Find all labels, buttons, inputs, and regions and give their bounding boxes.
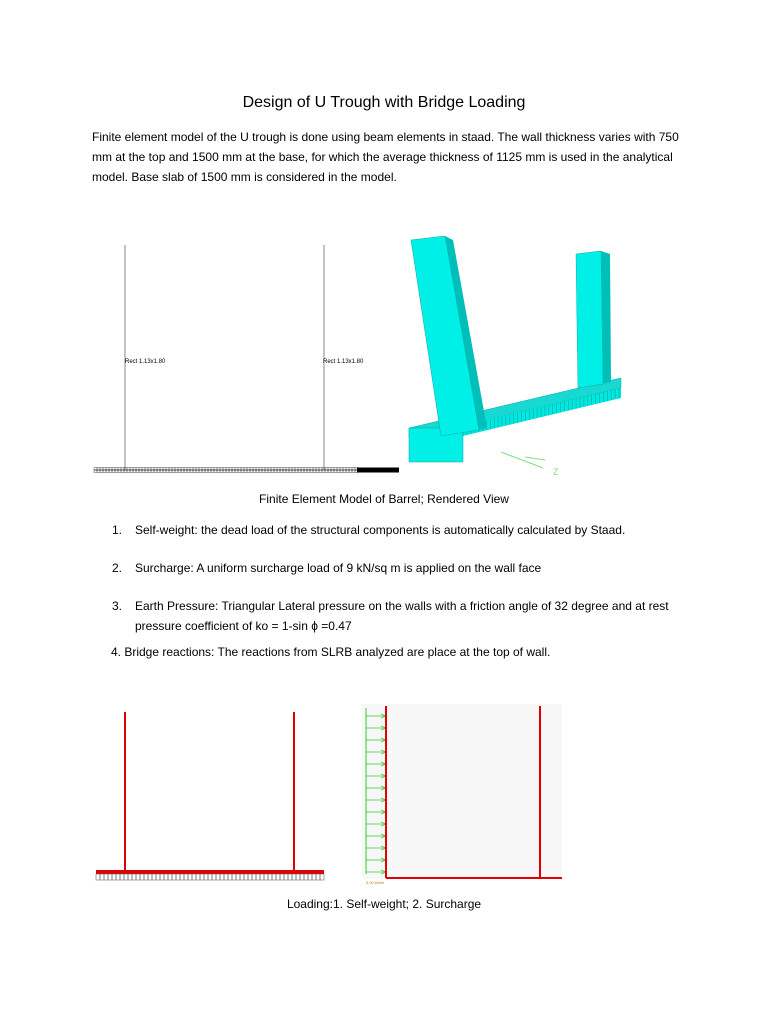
base-slab-node: [304, 874, 308, 880]
base-slab-node: [260, 874, 264, 880]
base-slab-node: [112, 874, 116, 880]
base-slab-node: [164, 874, 168, 880]
base-slab-node: [140, 874, 144, 880]
base-slab-node: [176, 874, 180, 880]
base-slab-node: [284, 874, 288, 880]
base-slab-node: [160, 874, 164, 880]
base-slab-node: [148, 874, 152, 880]
load-scale-label: 5.00 kN/m: [366, 880, 385, 885]
base-slab-node: [240, 874, 244, 880]
base-slab-node: [152, 874, 156, 880]
intro-paragraph: Finite element model of the U trough is done using beam elements in staad. The wall thickness varies with 750 mm at the top and 1500 mm at the base, for which the average thickness of 1125 mm is used in the analytical model. Base slab of 1500 mm is considered in the model.: [92, 130, 679, 184]
base-slab-node: [156, 874, 160, 880]
base-slab-node: [272, 874, 276, 880]
self-weight-diagram: [92, 706, 332, 886]
base-slab-node: [124, 874, 128, 880]
base-slab-node: [252, 874, 256, 880]
base-slab-node: [204, 874, 208, 880]
base-slab-node: [136, 874, 140, 880]
base-slab-node: [144, 874, 148, 880]
base-slab-load: [96, 870, 324, 874]
base-slab-node: [192, 874, 196, 880]
base-slab-node: [292, 874, 296, 880]
base-slab-node: [184, 874, 188, 880]
base-slab-node: [296, 874, 300, 880]
plot-area: [362, 704, 562, 879]
base-slab-node: [116, 874, 120, 880]
load-item-text: Self-weight: the dead load of the structural components is automatically calculated by Staad.: [135, 523, 626, 537]
base-slab-node: [316, 874, 320, 880]
base-slab-nodes: [96, 874, 324, 880]
base-slab-node: [288, 874, 292, 880]
figure2-caption: Loading:1. Self-weight; 2. Surcharge: [286, 897, 482, 911]
base-slab-node: [212, 874, 216, 880]
base-slab-node: [244, 874, 248, 880]
fe-model-rendered: [405, 232, 625, 477]
base-slab-node: [220, 874, 224, 880]
base-slab-node: [196, 874, 200, 880]
base-slab-node: [168, 874, 172, 880]
base-slab-node: [188, 874, 192, 880]
page-title: Design of U Trough with Bridge Loading: [242, 94, 526, 111]
base-slab-node: [216, 874, 220, 880]
load-item-text: Earth Pressure: Triangular Lateral pressure on the walls with a friction angle of 32 degree and at rest pressure coefficient of ko = 1-sin ϕ =0.47: [135, 599, 669, 633]
load-item-number: 1.: [112, 523, 123, 537]
base-slab-end: [357, 468, 399, 473]
fe-model-wireframe: [92, 240, 402, 480]
base-slab-node: [228, 874, 232, 880]
load-item-number: 3.: [112, 599, 123, 613]
left-wall-label: Rect 1.13x1.80: [125, 359, 166, 365]
base-slab-node: [200, 874, 204, 880]
base-slab-node: [120, 874, 124, 880]
load-item-number: 2.: [112, 561, 123, 575]
base-slab-node: [320, 874, 324, 880]
base-slab-node: [100, 874, 104, 880]
base-slab-node: [276, 874, 280, 880]
axis-triad: [501, 452, 559, 477]
base-slab-node: [128, 874, 132, 880]
base-slab-node: [232, 874, 236, 880]
surcharge-diagram: [362, 704, 572, 889]
base-slab-node: [208, 874, 212, 880]
base-slab-node: [248, 874, 252, 880]
base-slab-node: [264, 874, 268, 880]
load-item-4: 4. Bridge reactions: The reactions from SLRB analyzed are place at the top of wall.: [111, 645, 551, 659]
base-slab-node: [308, 874, 312, 880]
base-slab-node: [280, 874, 284, 880]
base-slab-node: [312, 874, 316, 880]
base-slab-node: [104, 874, 108, 880]
base-slab-node: [268, 874, 272, 880]
base-slab-node: [256, 874, 260, 880]
base-slab-node: [108, 874, 112, 880]
base-slab-node: [180, 874, 184, 880]
right-wall-label: Rect 1.13x1.80: [323, 359, 364, 365]
base-slab-node: [172, 874, 176, 880]
base-slab-node: [96, 874, 100, 880]
base-slab-node: [132, 874, 136, 880]
right-wall-front: [576, 251, 603, 388]
axis-z-label: Z: [553, 467, 559, 477]
figure1-caption: Finite Element Model of Barrel; Rendered View: [259, 492, 509, 506]
load-item-text: Surcharge: A uniform surcharge load of 9 kN/sq m is applied on the wall face: [135, 561, 542, 575]
base-slab-node: [300, 874, 304, 880]
base-slab-node: [224, 874, 228, 880]
base-slab-node: [236, 874, 240, 880]
